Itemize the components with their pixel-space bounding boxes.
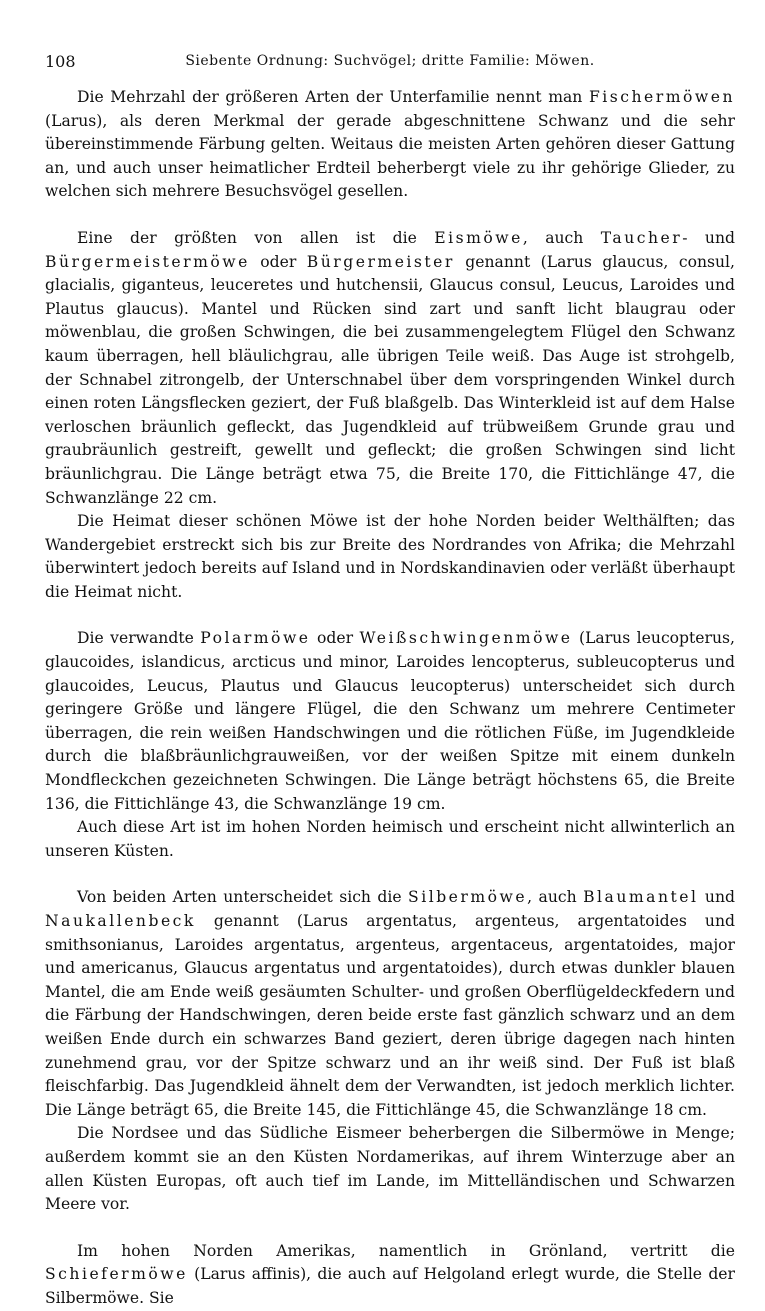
paragraph-schiefermoewe: Im hohen Norden Amerikas, namentlich in Grönland, vertritt die Schiefermöwe (Larus affinis), die auch auf Helgoland erlegt wurde, die Stelle der Silbermöwe. Sie xyxy=(45,1241,735,1307)
body-text xyxy=(45,86,735,1311)
page-header xyxy=(45,52,735,74)
term-silbermoewe: Silbermöwe xyxy=(408,888,528,907)
term-blaumantel: Blaumantel xyxy=(583,888,699,907)
term-naukallenbeck: Naukallenbeck xyxy=(45,912,196,930)
term-polarmoewe: Polarmöwe xyxy=(200,629,311,648)
paragraph-eismoewe: Eine der größten von allen ist die Eismöwe, auch Taucher- und Bürgermeistermöwe oder Bürgermeister genannt (Larus glaucus, consul, glacialis, giganteus, leuceretes und hutchensii, Glaucus consul, Leucus, Laroides und Plautus glaucus). Mantel und Rücken sind zart und sanft licht blaugrau oder möwenblau, die großen Schwingen, die bei zusammengelegtem Flügel den Schwanz kaum überragen, hell bläulichgrau, alle übrigen Teile weiß. Das Auge ist strohgelb, der Schnabel zitrongelb, der Unterschnabel über dem vorspringenden Winkel durch einen roten Längsflecken geziert, der Fuß blaßgelb. Das Winterkleid ist auf dem Halse verloschen bräunlich gefleckt, das Jugendkleid auf trübweißem Grunde grau und graubräunlich gestreift, gewellt und gefleckt; die großen Schwingen sind licht bräunlichgrau. Die Länge beträgt etwa 75, die Breite 170, die Fittichlänge 47, die Schwanzlänge 22 cm. xyxy=(45,228,735,507)
running-head: Siebente Ordnung: Suchvögel; dritte Familie: Möwen. xyxy=(185,53,595,69)
term-buergermeister: Bürgermeister xyxy=(306,252,455,271)
paragraph-polarmoewe-heimat: Auch diese Art ist im hohen Norden heimisch und erscheint nicht allwinterlich an unseren Küsten. xyxy=(45,818,735,860)
page-number: 108 xyxy=(45,52,76,71)
paragraph-silbermoewe: Von beiden Arten unterscheidet sich die Silbermöwe, auch Blaumantel und Naukallenbeck genannt (Larus argentatus, argenteus, argentatoides und smithsonianus, Laroides argentatus, argenteus, argentaceus, argentatoides, major und americanus, Glaucus argentatus und argentatoides), durch etwas dunkler blauen Mantel, die am Ende weiß gesäumten Schulter- und großen Oberflügeldeckfedern und die Färbung der Handschwingen, deren beide erste fast gänzlich schwarz und an dem weißen Ende durch ein schwarzes Band geziert, deren übrige dagegen nach hinten zunehmend grau, vor der Spitze schwarz und an ihr weiß sind. Der Fuß ist blaß fleischfarbig. Das Jugendkleid ähnelt dem der Verwandten, ist jedoch merklich lichter. Die Länge beträgt 65, die Breite 145, die Fittichlänge 45, die Schwanzlänge 18 cm. xyxy=(45,888,735,1119)
term-eismoewe: Eismöwe xyxy=(434,228,523,247)
term-fischermoewen: Fischermöwen xyxy=(588,88,735,106)
term-schiefermoewe: Schiefermöwe xyxy=(45,1265,188,1284)
paragraph-polarmoewe: Die verwandte Polarmöwe oder Weißschwingenmöwe (Larus leucopterus, glaucoides, islandicus, arcticus und minor, Laroides lencopterus, subleucopterus und glaucoides, Leucus, Plautus und Glaucus leucopterus) unterscheidet sich durch geringere Größe und längere Flügel, die den Schwanz um mehrere Centimeter überragen, die rein weißen Handschwingen und die rötlichen Füße, im Jugendkleide durch die blaßbräunlichgrauweißen, vor der weißen Spitze mit einem dunkeln Mondfleckchen gezeichneten Schwingen. Die Länge beträgt höchstens 65, die Breite 136, die Fittichlänge 43, die Schwanzlänge 19 cm. xyxy=(45,629,735,813)
term-weissschwingenmoewe: Weißschwingenmöwe xyxy=(359,629,573,648)
paragraph-eismoewe-heimat: Die Heimat dieser schönen Möwe ist der hohe Norden beider Welthälften; das Wandergebiet erstreckt sich bis zur Breite des Nordrandes von Afrika; die Mehrzahl überwintert jedoch bereits auf Island und in Nordskandinavien oder verläßt überhaupt die Heimat nicht. xyxy=(45,512,735,601)
term-buergermeistermoewe: Bürgermeistermöwe xyxy=(45,252,250,271)
paragraph-silbermoewe-verbreitung: Die Nordsee und das Südliche Eismeer beherbergen die Silbermöwe in Menge; außerdem kommt sie an den Küsten Nordamerikas, auf ihrem Winterzuge aber an allen Küsten Europas, oft auch tief im Lande, im Mittelländischen und Schwarzen Meere vor. xyxy=(45,1124,735,1214)
paragraph-fischermoewen: Die Mehrzahl der größeren Arten der Unterfamilie nennt man Fischermöwen (Larus), als deren Merkmal der gerade abgeschnittene Schwanz und die sehr übereinstimmende Färbung gelten. Weitaus die meisten Arten gehören dieser Gattung an, und auch unser heimatlicher Erdteil beherbergt viele zu ihr gehörige Glieder, zu welchen sich mehrere Besuchsvögel gesellen. xyxy=(45,88,735,201)
term-taucher: Taucher xyxy=(600,228,683,247)
